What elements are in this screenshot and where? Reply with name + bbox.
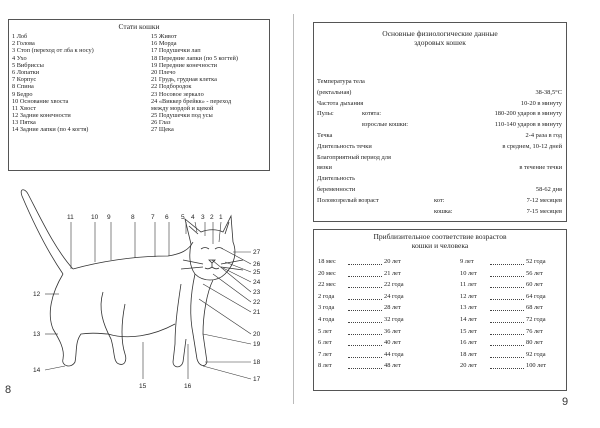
physio-value: 58-62 дня	[535, 186, 562, 193]
age-human: 40 лет	[384, 339, 401, 347]
diagram-label: 10	[91, 214, 99, 221]
right-page	[300, 14, 595, 408]
physio-label: Течка	[317, 132, 333, 139]
age-leader-dots	[490, 287, 524, 288]
physio-label: Частота дыхания	[317, 99, 364, 107]
age-cat: 7 лет	[318, 350, 332, 358]
ages-title-line1: Приблизительное соответствие возрастов	[373, 232, 507, 241]
diagram-label: 23	[253, 289, 261, 296]
age-cat: 18 мес	[318, 258, 336, 265]
cat-diagram	[3, 174, 293, 399]
part-item: 23 Носовое зеркало	[151, 90, 204, 98]
diagram-label: 27	[253, 249, 261, 256]
age-human: 52 года	[526, 258, 546, 265]
part-item: 1 Лоб	[12, 33, 28, 40]
physio-value: 110-140 ударов в минуту	[494, 121, 562, 129]
physio-value: в среднем, 10-12 дней	[502, 142, 562, 150]
part-item: 12 Задние конечности	[12, 112, 71, 120]
age-leader-dots	[490, 276, 524, 277]
page-number-left: 8	[5, 384, 12, 396]
physio-label: беременности	[317, 186, 356, 193]
part-item: 19 Передние конечности	[151, 61, 218, 69]
age-leader-dots	[490, 357, 524, 358]
parts-box	[8, 19, 270, 171]
age-leader-dots	[490, 368, 524, 369]
age-human: 76 лет	[526, 327, 543, 335]
ages-title-line2: кошки и человека	[411, 241, 469, 250]
part-item: 21 Грудь, грудная клетка	[151, 76, 217, 84]
diagram-label: 1	[219, 214, 223, 221]
parts-title: Стати кошки	[118, 22, 160, 31]
age-cat: 16 лет	[460, 339, 477, 347]
age-human: 92 года	[526, 350, 546, 358]
age-human: 48 лет	[384, 362, 401, 370]
physio-value: в течение течки	[519, 164, 562, 172]
physio-label: (ректальная)	[317, 88, 352, 96]
part-item: 4 Ухо	[12, 54, 27, 62]
age-human: 68 лет	[526, 304, 543, 312]
physio-title-line1: Основные физиологические данные	[382, 29, 498, 38]
physio-value: 7-12 месяцев	[526, 196, 562, 204]
diagram-label: 9	[107, 214, 111, 221]
age-cat: 14 лет	[460, 316, 477, 323]
part-item: 25 Подушечки под усы	[151, 112, 213, 120]
age-leader-dots	[348, 345, 382, 346]
age-human: 24 года	[384, 292, 404, 300]
age-cat: 4 года	[318, 316, 335, 323]
part-item: 8 Спина	[12, 83, 34, 91]
diagram-label: 22	[253, 299, 261, 306]
physio-label: Половозрелый возраст	[317, 196, 379, 204]
age-cat: 18 лет	[460, 350, 477, 358]
age-human: 60 лет	[526, 281, 543, 289]
age-leader-dots	[490, 299, 524, 300]
diagram-label: 5	[181, 214, 185, 221]
diagram-label: 18	[253, 359, 261, 366]
diagram-label: 4	[191, 214, 195, 221]
physio-value: 38-38,5°С	[535, 88, 562, 96]
parts-list-col2	[151, 33, 238, 134]
ages-box	[313, 229, 567, 391]
age-leader-dots	[348, 287, 382, 288]
part-item: 26 Глаз	[151, 119, 171, 127]
age-cat: 13 лет	[460, 304, 477, 312]
age-leader-dots	[490, 334, 524, 335]
cat-eye	[201, 248, 209, 250]
age-leader-dots	[490, 345, 524, 346]
physio-box	[313, 22, 567, 222]
part-item: 27 Щека	[151, 126, 174, 134]
diagram-label: 21	[253, 309, 261, 316]
age-leader-dots	[348, 264, 382, 265]
age-cat: 20 лет	[460, 362, 477, 370]
physio-value: 180-200 ударов в минуту	[494, 110, 562, 118]
physio-label: Температура тела	[317, 78, 365, 85]
diagram-label: 3	[201, 214, 205, 221]
diagram-label: 25	[253, 269, 261, 276]
age-leader-dots	[348, 322, 382, 323]
age-human: 64 года	[526, 292, 546, 300]
age-cat: 15 лет	[460, 327, 477, 335]
age-human: 80 лет	[526, 339, 543, 347]
part-item: 18 Передние лапки (по 5 когтей)	[151, 54, 239, 62]
part-item: 9 Бедро	[12, 90, 33, 98]
age-cat: 2 года	[318, 292, 335, 300]
physio-sub-label: взрослые кошки:	[362, 121, 409, 129]
left-page	[3, 14, 294, 404]
age-human: 32 года	[384, 316, 404, 323]
diagram-label: 24	[253, 279, 261, 286]
age-cat: 3 года	[318, 304, 335, 312]
physio-sub-label: котята:	[362, 110, 382, 118]
diagram-label: 15	[139, 383, 147, 390]
age-leader-dots	[348, 299, 382, 300]
part-item: 6 Лопатки	[12, 68, 40, 76]
diagram-label: 8	[131, 214, 135, 221]
diagram-label: 13	[33, 331, 41, 338]
part-item: 16 Морда	[151, 40, 177, 48]
age-human: 36 лет	[384, 327, 401, 335]
age-cat: 9 лет	[460, 258, 474, 265]
physio-label: Пульс	[317, 110, 334, 118]
age-cat: 22 мес	[318, 281, 336, 289]
age-cat: 8 лет	[318, 362, 332, 370]
page-number-right: 9	[562, 396, 569, 408]
diagram-label: 16	[184, 383, 192, 390]
age-cat: 12 лет	[460, 292, 477, 300]
age-human: 28 лет	[384, 304, 401, 312]
cat-tail	[21, 190, 73, 274]
physio-title-line2: здоровых кошек	[414, 38, 466, 47]
parts-list-col1	[12, 33, 94, 134]
age-leader-dots	[348, 357, 382, 358]
part-item: 13 Пятка	[12, 119, 36, 127]
age-human: 72 года	[526, 316, 546, 323]
physio-sub-label: кошка:	[434, 207, 453, 215]
physio-value: 7-15 месяцев	[526, 207, 562, 215]
diagram-label: 2	[210, 214, 214, 221]
diagram-label: 7	[151, 214, 155, 221]
diagram-label: 19	[253, 341, 261, 348]
diagram-label: 26	[253, 261, 261, 268]
part-item: 10 Основание хвоста	[12, 97, 69, 105]
physio-label: Длительность течки	[317, 142, 372, 150]
age-leader-dots	[490, 322, 524, 323]
physio-value: 2-4 раза в год	[525, 132, 562, 139]
diagram-label: 17	[253, 376, 261, 383]
age-human: 56 лет	[526, 269, 543, 277]
diagram-label: 14	[33, 367, 41, 374]
age-human: 44 года	[384, 350, 404, 358]
diagram-label: 20	[253, 331, 261, 338]
diagram-label: 12	[33, 291, 41, 298]
age-leader-dots	[348, 368, 382, 369]
part-item: 22 Подбородок	[151, 83, 192, 91]
physio-label: Длительность	[317, 175, 356, 183]
age-human: 22 года	[384, 281, 404, 289]
part-item: 14 Задние лапки (по 4 когтя)	[12, 126, 89, 134]
age-leader-dots	[490, 264, 524, 265]
part-item: 15 Живот	[151, 33, 177, 40]
part-item: между мордой и щекой	[151, 104, 214, 112]
part-item: 17 Подушечки лап	[151, 47, 201, 55]
part-item: 3 Стоп (переход от лба к носу)	[12, 47, 94, 55]
age-cat: 6 лет	[318, 339, 332, 347]
age-cat: 11 лет	[460, 281, 477, 289]
part-item: 24 «Виккер брейкк» - переход	[151, 97, 232, 105]
age-human: 100 лет	[526, 362, 547, 370]
part-item: 2 Голова	[12, 40, 35, 48]
physio-label: Благоприятный период для	[317, 153, 391, 161]
part-item: 7 Корпус	[12, 76, 37, 84]
age-leader-dots	[348, 334, 382, 335]
physio-label: вязки	[317, 164, 332, 172]
age-leader-dots	[348, 276, 382, 277]
physio-value: 10-20 в минуту	[520, 99, 562, 107]
part-item: 20 Плечо	[151, 68, 176, 76]
diagram-label: 11	[67, 214, 74, 221]
age-human: 21 лет	[384, 269, 401, 277]
part-item: 11 Хвост	[12, 104, 36, 112]
age-leader-dots	[490, 310, 524, 311]
physio-sub-label: кот:	[434, 196, 445, 204]
age-leader-dots	[348, 310, 382, 311]
diagram-label: 6	[165, 214, 169, 221]
age-cat: 10 лет	[460, 269, 477, 277]
age-human: 20 лет	[384, 258, 401, 265]
cat-back	[73, 242, 193, 269]
part-item: 5 Вибриссы	[12, 61, 44, 69]
age-cat: 20 мес	[318, 269, 336, 277]
age-cat: 5 лет	[318, 327, 332, 335]
